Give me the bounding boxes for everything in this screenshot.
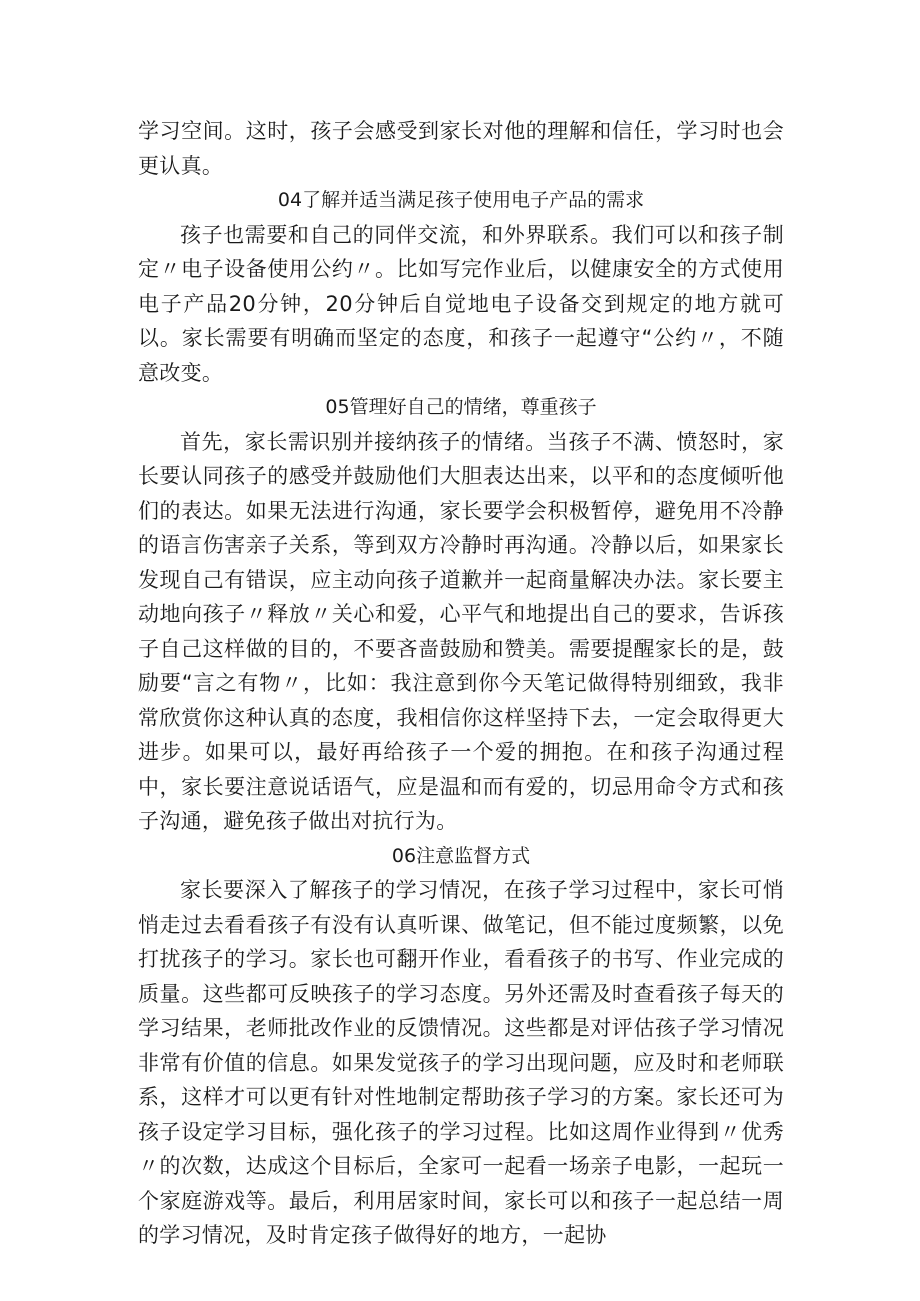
section-heading-06: 06注意监督方式 — [391, 844, 531, 867]
paragraph-intro: 学习空间。这时，孩子会感受到家长对他的理解和信任，学习时也会更认真。 — [138, 119, 784, 178]
paragraph-05: 首先，家长需识别并接纳孩子的情绪。当孩子不满、愤怒时，家长要认同孩子的感受并鼓励他们大胆表达出来，以平和的态度倾听他们的表达。如果无法进行沟通，家长要学会积极暂停，避免用不冷静的语言伤害亲子关系，等到双方冷静时再沟通。冷静以后，如果家长发现自己有错误，应主动向孩子道歉并一起商量解决办法。家长要主动地向孩子〃释放〃关心和爱，心平气和地提出自己的要求，告诉孩子自己这样做的目的，不要吝啬鼓励和赞美。需要提醒家长的是，鼓励要“言之有物〃，比如：我注意到你今天笔记做得特别细致，我非常欣赏你这种认真的态度，我相信你这样坚持下去，一定会取得更大进步。如果可以，最好再给孩子一个爱的拥抱。在和孩子沟通过程中，家长要注意说话语气，应是温和而有爱的，切忌用命令方式和孩子沟通，避免孩子做出对抗行为。 — [138, 429, 784, 833]
section-heading-05: 05管理好自己的情绪，尊重孩子 — [325, 396, 597, 418]
section-heading-04: 04了解并适当满足孩子使用电子产品的需求 — [277, 189, 645, 211]
paragraph-06: 家长要深入了解孩子的学习情况，在孩子学习过程中，家长可悄悄走过去看看孩子有没有认真听课、做笔记，但不能过度频繁，以免打扰孩子的学习。家长也可翻开作业，看看孩子的书写、作业完成的质量。这些都可反映孩子的学习态度。另外还需及时查看孩子每天的学习结果，老师批改作业的反馈情况。这些都是对评估孩子学习情况非常有价值的信息。如果发觉孩子的学习出现问题，应及时和老师联系，这样才可以更有针对性地制定帮助孩子学习的方案。家长还可为孩子设定学习目标，强化孩子的学习过程。比如这周作业得到〃优秀〃的次数，达成这个目标后，全家可一起看一场亲子电影，一起玩一个家庭游戏等。最后，利用居家时间，家长可以和孩子一起总结一周的学习情况，及时肯定孩子做得好的地方，一起协 — [138, 878, 784, 1247]
document-page — [138, 114, 784, 1253]
paragraph-04: 孩子也需要和自己的同伴交流，和外界联系。我们可以和孩子制定〃电子设备使用公约〃。比如写完作业后，以健康安全的方式使用电子产品20分钟，20分钟后自觉地电子设备交到规定的地方就可以。家长需要有明确而坚定的态度，和孩子一起遵守“公约〃，不随意改变。 — [138, 222, 784, 385]
